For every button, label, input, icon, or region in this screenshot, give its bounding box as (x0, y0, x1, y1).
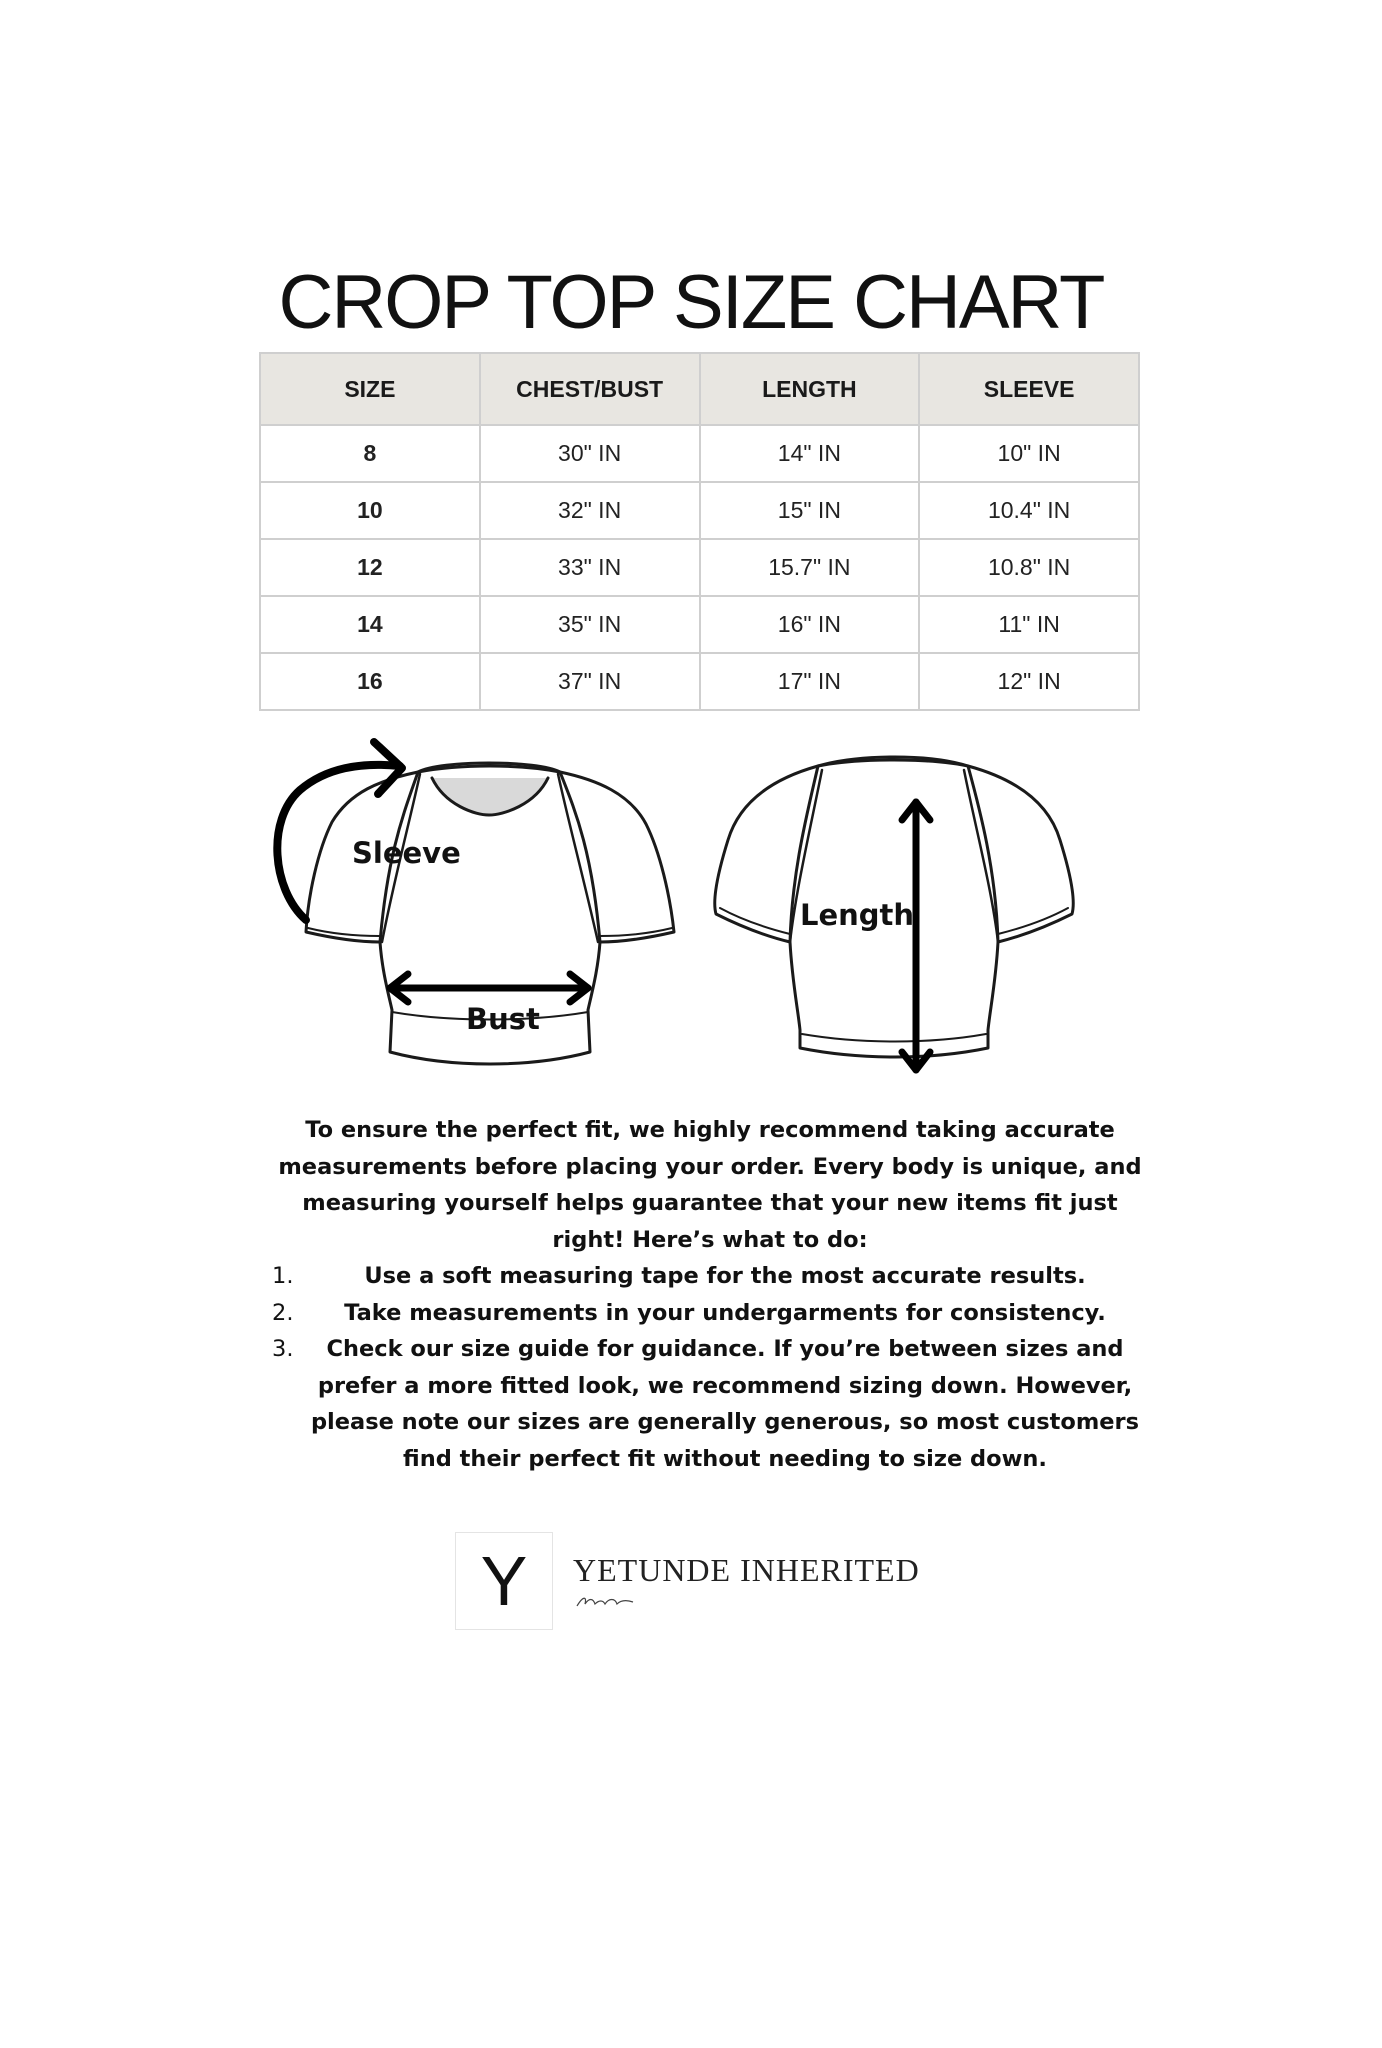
page-title: CROP TOP SIZE CHART (278, 260, 1104, 345)
table-header-row (260, 353, 1139, 425)
length-cell: 15" IN (700, 482, 920, 539)
logo-mark (455, 1532, 553, 1630)
chest-cell: 33" IN (480, 539, 700, 596)
list-item (270, 1331, 1150, 1477)
header-length: LENGTH (700, 353, 920, 425)
length-label: Length (800, 898, 915, 932)
size-cell: 10 (260, 482, 480, 539)
chest-cell: 37" IN (480, 653, 700, 710)
list-item (270, 1258, 1150, 1295)
steps-list (270, 1258, 1150, 1477)
table-row (260, 425, 1139, 482)
step-text: Check our size guide for guidance. If you’re between sizes and prefer a more fitted look, we recommend sizing down. However, please note our sizes are generally generous, so most customers find their perfect fit without needing to size down. (310, 1336, 1140, 1472)
size-cell: 12 (260, 539, 480, 596)
sleeve-cell: 10.8" IN (919, 539, 1139, 596)
sleeve-cell: 11" IN (919, 596, 1139, 653)
brand-logo (455, 1532, 920, 1632)
length-cell: 17" IN (700, 653, 920, 710)
step-text: Take measurements in your undergarments for consistency. (344, 1299, 1106, 1326)
crop-top-illustration (270, 730, 1120, 1080)
size-cell: 8 (260, 425, 480, 482)
measurement-diagram (270, 730, 1120, 1080)
chest-cell: 32" IN (480, 482, 700, 539)
length-cell: 14" IN (700, 425, 920, 482)
bust-label: Bust (466, 1002, 540, 1036)
table-row (260, 653, 1139, 710)
table-row (260, 482, 1139, 539)
table-row (260, 539, 1139, 596)
size-cell: 16 (260, 653, 480, 710)
header-size: SIZE (260, 353, 480, 425)
table-row (260, 596, 1139, 653)
chest-cell: 35" IN (480, 596, 700, 653)
sleeve-cell: 10" IN (919, 425, 1139, 482)
size-cell: 14 (260, 596, 480, 653)
sleeve-cell: 10.4" IN (919, 482, 1139, 539)
chest-cell: 30" IN (480, 425, 700, 482)
header-sleeve: SLEEVE (919, 353, 1139, 425)
brand-name: YETUNDE INHERITED (573, 1552, 920, 1588)
header-chest-bust: CHEST/BUST (480, 353, 700, 425)
length-cell: 15.7" IN (700, 539, 920, 596)
intro-paragraph: To ensure the perfect fit, we highly recommend taking accurate measurements before placing your order. Every body is unique, and measuring yourself helps guarantee that your new items fit just right! Here’s what to do: (278, 1117, 1142, 1253)
sleeve-label: Sleeve (352, 836, 461, 870)
size-chart-table (259, 352, 1140, 711)
logo-letter: Y (480, 1542, 528, 1620)
length-cell: 16" IN (700, 596, 920, 653)
step-number: 2. (272, 1299, 294, 1326)
step-number: 1. (272, 1263, 294, 1289)
signature-icon (575, 1592, 635, 1612)
step-number: 3. (272, 1336, 294, 1362)
step-text: Use a soft measuring tape for the most accurate results. (364, 1263, 1086, 1289)
fit-instructions (270, 1112, 1150, 1477)
list-item (270, 1295, 1150, 1332)
sleeve-cell: 12" IN (919, 653, 1139, 710)
